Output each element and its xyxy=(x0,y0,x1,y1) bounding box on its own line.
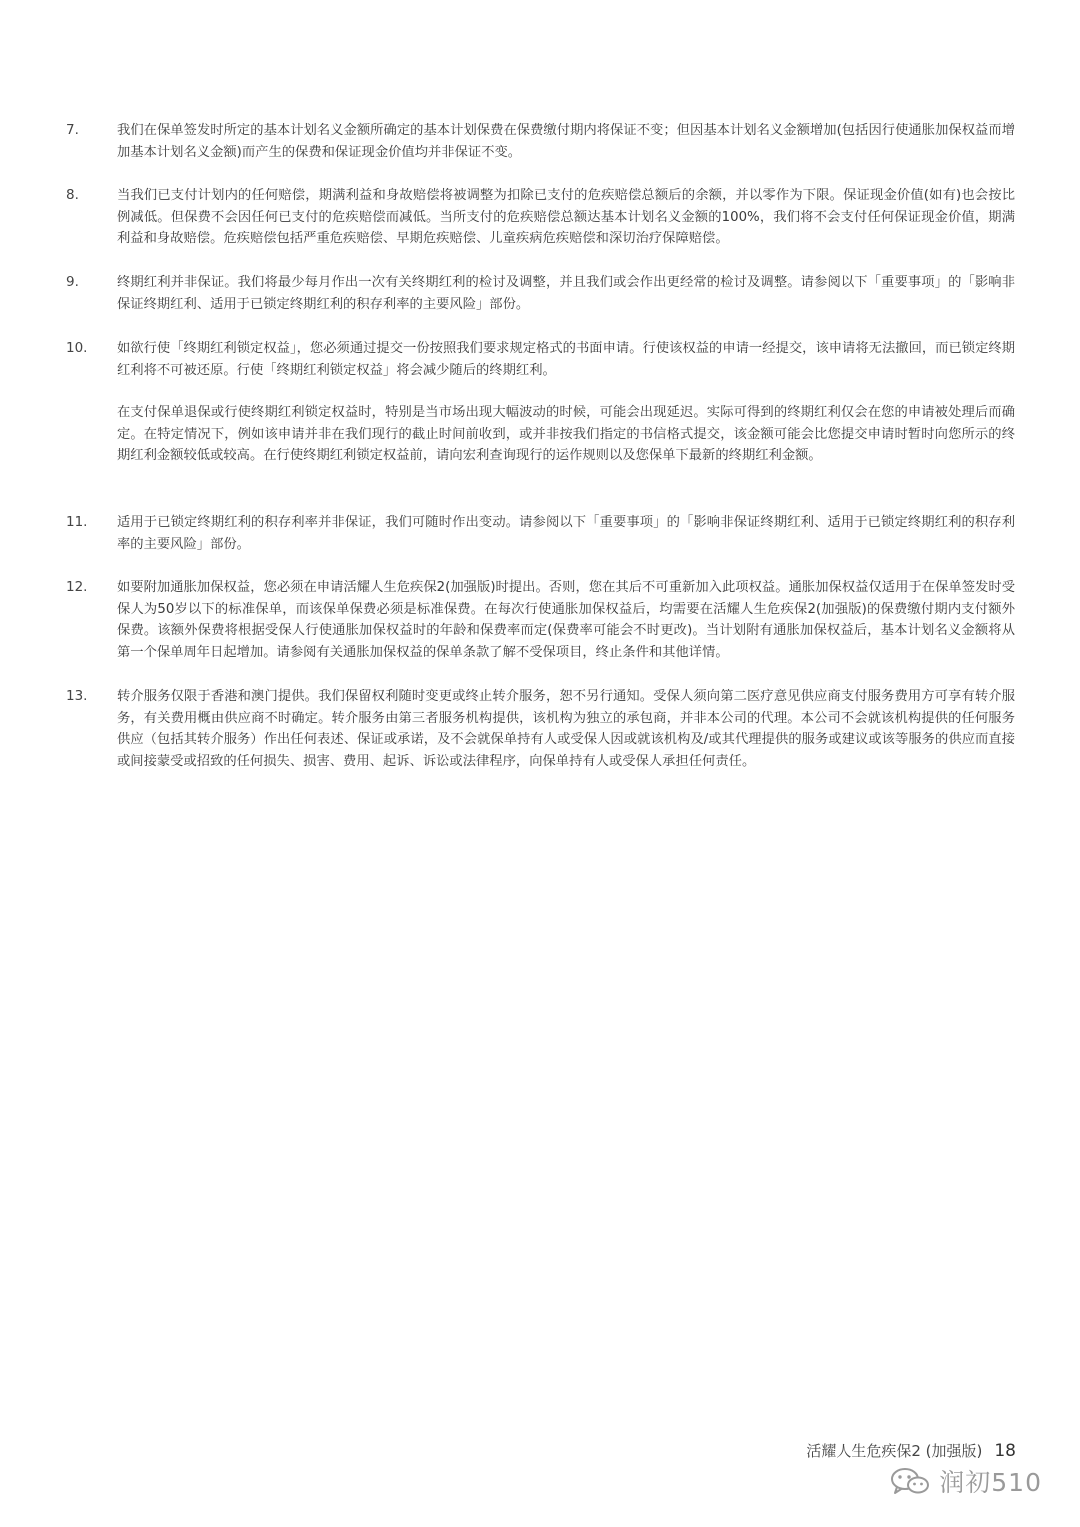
note-number: 13. xyxy=(66,688,88,704)
note-paragraph: 我们在保单签发时所定的基本计划名义金额所确定的基本计划保费在保费缴付期内将保证不变；但因基本计划名义金额增加(包括因行使通胀加保权益而增加基本计划名义金额)而产生的保费和保证现金价值均并非保证不变。 xyxy=(117,123,1015,160)
watermark xyxy=(889,1463,1042,1499)
watermark-text: 润初510 xyxy=(939,1468,1042,1497)
note-number: 8. xyxy=(66,187,79,203)
page-footer xyxy=(806,1440,1016,1461)
note-paragraph: 终期红利并非保证。我们将最少每月作出一次有关终期红利的检讨及调整，并且我们或会作出更经常的检讨及调整。请参阅以下「重要事项」的「影响非保证终期红利、适用于已锁定终期红利的积存利率的主要风险」部份。 xyxy=(117,275,1015,312)
note-number: 11. xyxy=(66,514,88,530)
note-paragraph: 转介服务仅限于香港和澳门提供。我们保留权利随时变更或终止转介服务，恕不另行通知。受保人须向第二医疗意见供应商支付服务费用方可享有转介服务，有关费用概由供应商不时确定。转介服务由第三者服务机构提供，该机构为独立的承包商，并非本公司的代理。本公司不会就该机构提供的任何服务供应（包括其转介服务）作出任何表述、保证或承诺，及不会就保单持有人或受保人因或就该机构及/或其代理提供的服务或建议或该等服务的供应而直接或间接蒙受或招致的任何损失、损害、费用、起诉、诉讼或法律程序，向保单持有人或受保人承担任何责任。 xyxy=(117,689,1015,769)
note-paragraph: 当我们已支付计划内的任何赔偿，期满利益和身故赔偿将被调整为扣除已支付的危疾赔偿总额后的余额，并以零作为下限。保证现金价值(如有)也会按比例减低。但保费不会因任何已支付的危疾赔偿而减低。当所支付的危疾赔偿总额达基本计划名义金额的100%，我们将不会支付任何保证现金价值，期满利益和身故赔偿。危疾赔偿包括严重危疾赔偿、早期危疾赔偿、儿童疾病危疾赔偿和深切治疗保障赔偿。 xyxy=(117,188,1015,247)
wechat-icon xyxy=(889,1466,931,1496)
note-paragraph: 如欲行使「终期红利锁定权益」，您必须通过提交一份按照我们要求规定格式的书面申请。行使该权益的申请一经提交，该申请将无法撤回，而已锁定终期红利将不可被还原。行使「终期红利锁定权益」将会减少随后的终期红利。 xyxy=(117,341,1015,378)
note-paragraph: 如要附加通胀加保权益，您必须在申请活耀人生危疾保2(加强版)时提出。否则，您在其后不可重新加入此项权益。通胀加保权益仅适用于在保单签发时受保人为50岁以下的标准保单，而该保单保费必须是标准保费。在每次行使通胀加保权益后，均需要在活耀人生危疾保2(加强版)的保费缴付期内支付额外保费。该额外保费将根据受保人行使通胀加保权益时的年龄和保费率而定(保费率可能会不时更改)。当计划附有通胀加保权益后，基本计划名义金额将从第一个保单周年日起增加。请参阅有关通胀加保权益的保单条款了解不受保项目，终止条件和其他详情。 xyxy=(117,580,1015,660)
note-paragraph: 在支付保单退保或行使终期红利锁定权益时，特别是当市场出现大幅波动的时候，可能会出现延迟。实际可得到的终期红利仅会在您的申请被处理后而确定。在特定情况下，例如该申请并非在我们现行的截止时间前收到，或并非按我们指定的书信格式提交，该金额可能会比您提交申请时暂时向您所示的终期红利金额较低或较高。在行使终期红利锁定权益前，请向宏利查询现行的运作规则以及您保单下最新的终期红利金额。 xyxy=(117,405,1015,464)
note-number: 9. xyxy=(66,274,79,290)
note-number: 7. xyxy=(66,122,79,138)
note-number: 12. xyxy=(66,579,88,595)
note-number: 10. xyxy=(66,340,88,356)
page-number: 18 xyxy=(994,1441,1016,1461)
product-name: 活耀人生危疾保2 (加强版) xyxy=(806,1442,983,1460)
note-paragraph: 适用于已锁定终期红利的积存利率并非保证，我们可随时作出变动。请参阅以下「重要事项」的「影响非保证终期红利、适用于已锁定终期红利的积存利率的主要风险」部份。 xyxy=(117,515,1015,552)
